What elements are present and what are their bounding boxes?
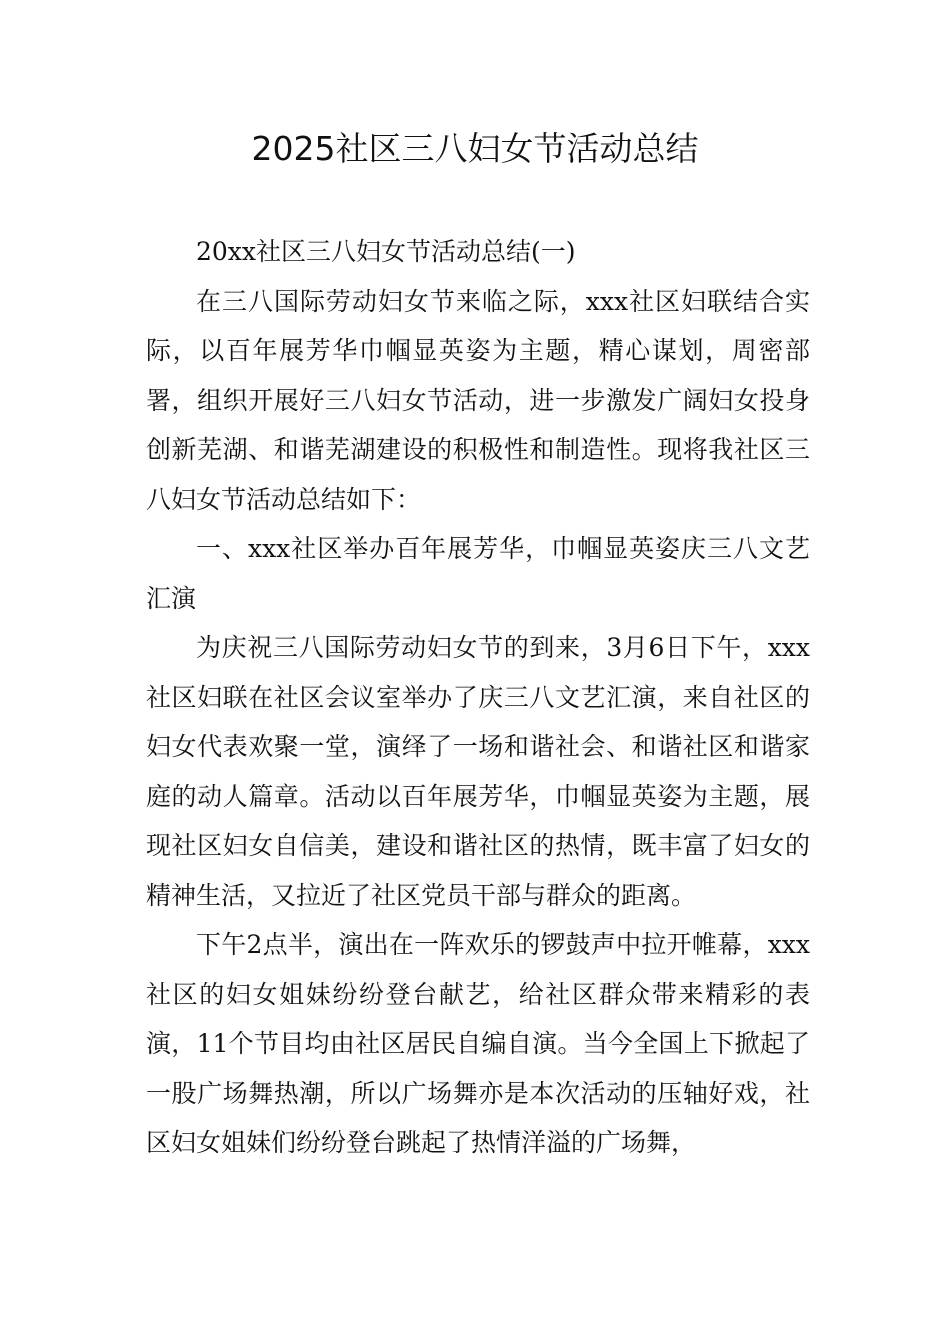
paragraph-subtitle: 20xx社区三八妇女节活动总结(一) xyxy=(196,237,576,266)
document-body xyxy=(146,227,810,1168)
paragraph-performance: 下午2点半，演出在一阵欢乐的锣鼓声中拉开帷幕，xxx社区的妇女姐妹纷纷登台献艺，给社区群众带来精彩的表演，11个节目均由社区居民自编自演。当今全国上下掀起了一股广场舞热潮，所以广场舞亦是本次活动的压轴好戏，社区妇女姐妹们纷纷登台跳起了热情洋溢的广场舞， xyxy=(146,930,810,1157)
paragraph-section-heading: 一、xxx社区举办百年展芳华，巾帼显英姿庆三八文艺汇演 xyxy=(146,534,810,613)
document-title: 2025社区三八妇女节活动总结 xyxy=(251,129,699,168)
paragraph-event-description: 为庆祝三八国际劳动妇女节的到来，3月6日下午，xxx社区妇联在社区会议室举办了庆三八文艺汇演，来自社区的妇女代表欢聚一堂，演绎了一场和谐社会、和谐社区和谐家庭的动人篇章。活动以百年展芳华，巾帼显英姿为主题，展现社区妇女自信美，建设和谐社区的热情，既丰富了妇女的精神生活，又拉近了社区党员干部与群众的距离。 xyxy=(146,633,810,910)
paragraph-intro: 在三八国际劳动妇女节来临之际，xxx社区妇联结合实际，以百年展芳华巾帼显英姿为主题，精心谋划，周密部署，组织开展好三八妇女节活动，进一步激发广阔妇女投身创新芜湖、和谐芜湖建设的积极性和制造性。现将我社区三八妇女节活动总结如下： xyxy=(146,286,810,514)
